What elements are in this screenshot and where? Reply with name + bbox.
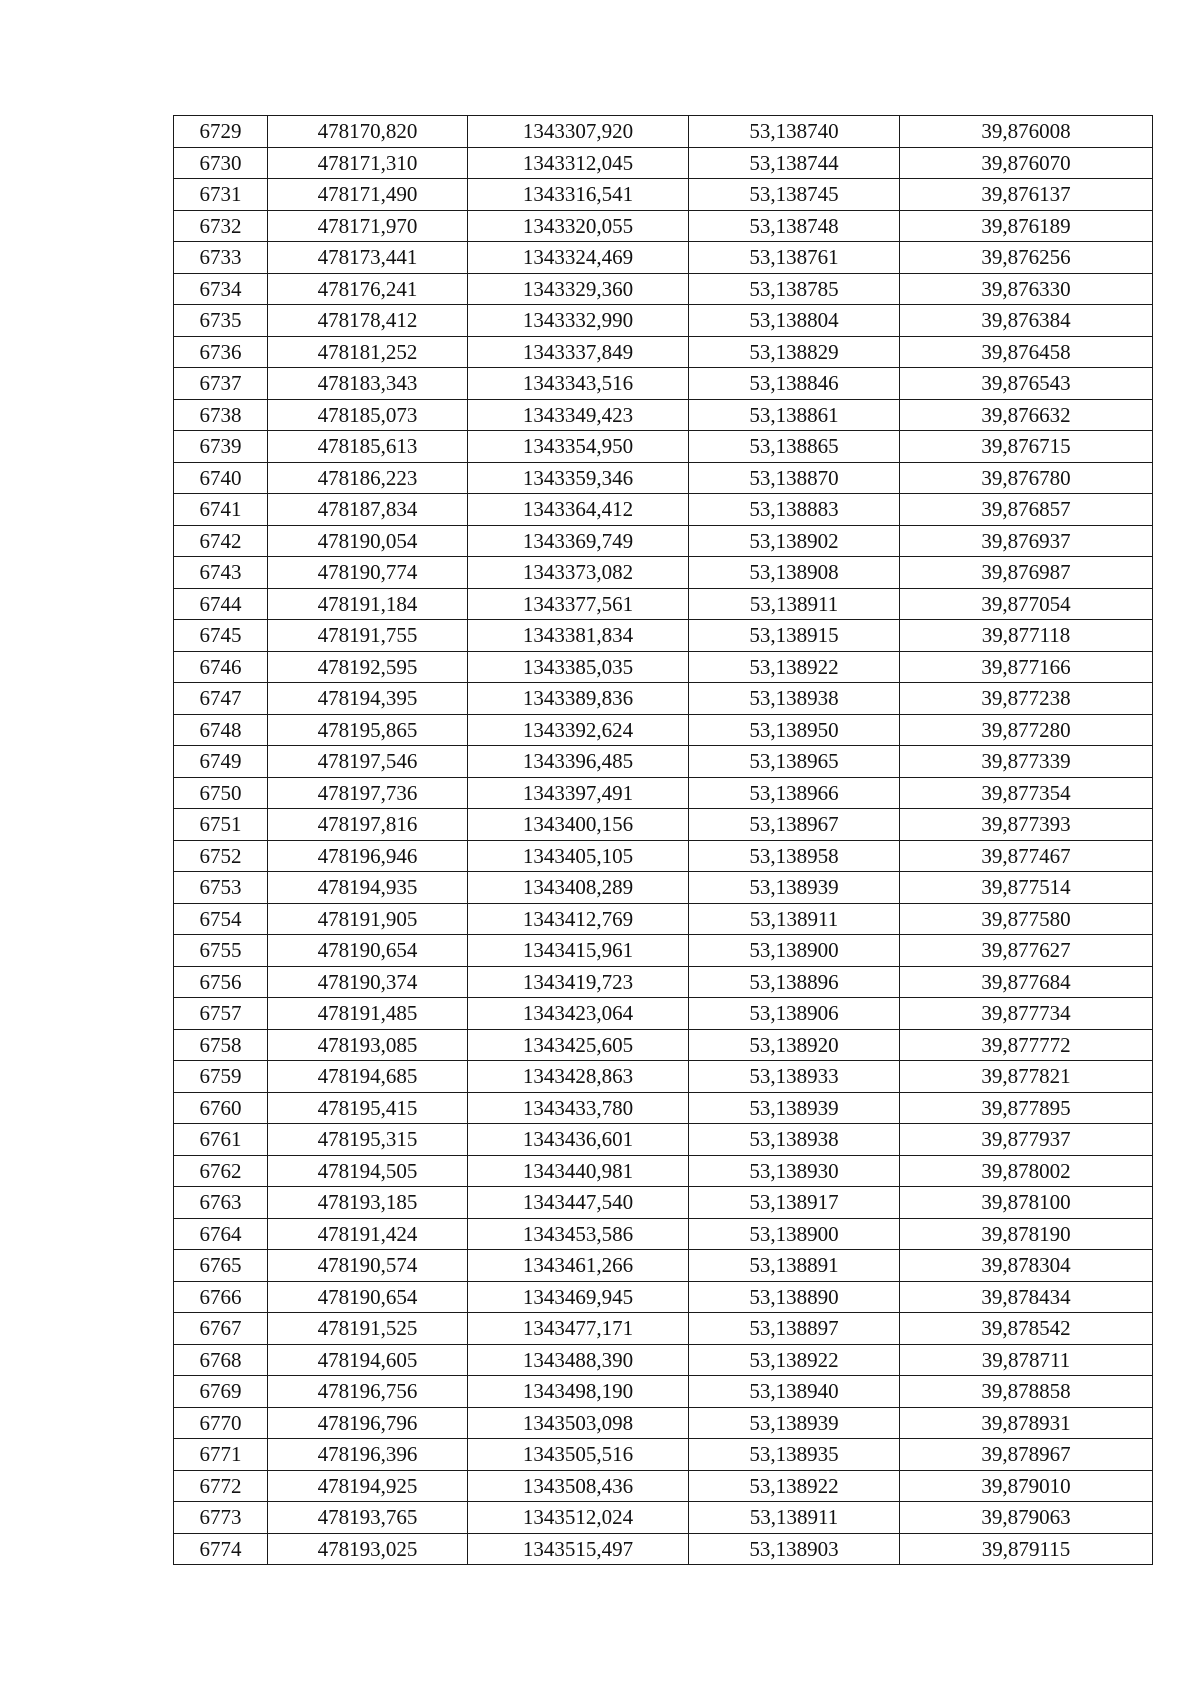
latitude-cell: 53,138846 [689,368,900,400]
x-coordinate-cell: 478190,374 [268,966,468,998]
longitude-cell: 39,876458 [900,336,1153,368]
longitude-cell: 39,878434 [900,1281,1153,1313]
point-number-cell: 6758 [174,1029,268,1061]
y-coordinate-cell: 1343397,491 [468,777,689,809]
longitude-cell: 39,876937 [900,525,1153,557]
table-row [174,588,1153,620]
longitude-cell: 39,879063 [900,1502,1153,1534]
y-coordinate-cell: 1343359,346 [468,462,689,494]
point-number-cell: 6767 [174,1313,268,1345]
x-coordinate-cell: 478171,970 [268,210,468,242]
table-row [174,966,1153,998]
y-coordinate-cell: 1343515,497 [468,1533,689,1565]
point-number-cell: 6770 [174,1407,268,1439]
longitude-cell: 39,877627 [900,935,1153,967]
latitude-cell: 53,138911 [689,588,900,620]
x-coordinate-cell: 478195,315 [268,1124,468,1156]
table-row [174,179,1153,211]
x-coordinate-cell: 478193,025 [268,1533,468,1565]
point-number-cell: 6755 [174,935,268,967]
point-number-cell: 6753 [174,872,268,904]
point-number-cell: 6762 [174,1155,268,1187]
latitude-cell: 53,138903 [689,1533,900,1565]
latitude-cell: 53,138891 [689,1250,900,1282]
longitude-cell: 39,876070 [900,147,1153,179]
x-coordinate-cell: 478194,685 [268,1061,468,1093]
y-coordinate-cell: 1343477,171 [468,1313,689,1345]
x-coordinate-cell: 478190,774 [268,557,468,589]
table-row [174,903,1153,935]
point-number-cell: 6740 [174,462,268,494]
point-number-cell: 6729 [174,116,268,148]
latitude-cell: 53,138785 [689,273,900,305]
longitude-cell: 39,876256 [900,242,1153,274]
point-number-cell: 6774 [174,1533,268,1565]
y-coordinate-cell: 1343324,469 [468,242,689,274]
point-number-cell: 6745 [174,620,268,652]
x-coordinate-cell: 478196,756 [268,1376,468,1408]
longitude-cell: 39,877166 [900,651,1153,683]
latitude-cell: 53,138940 [689,1376,900,1408]
x-coordinate-cell: 478194,935 [268,872,468,904]
longitude-cell: 39,876384 [900,305,1153,337]
x-coordinate-cell: 478193,765 [268,1502,468,1534]
longitude-cell: 39,877734 [900,998,1153,1030]
table-row [174,336,1153,368]
point-number-cell: 6764 [174,1218,268,1250]
table-row [174,1124,1153,1156]
longitude-cell: 39,879115 [900,1533,1153,1565]
table-row [174,840,1153,872]
latitude-cell: 53,138761 [689,242,900,274]
y-coordinate-cell: 1343343,516 [468,368,689,400]
x-coordinate-cell: 478194,505 [268,1155,468,1187]
latitude-cell: 53,138933 [689,1061,900,1093]
table-row [174,1250,1153,1282]
longitude-cell: 39,877684 [900,966,1153,998]
longitude-cell: 39,877937 [900,1124,1153,1156]
latitude-cell: 53,138911 [689,903,900,935]
point-number-cell: 6768 [174,1344,268,1376]
point-number-cell: 6731 [174,179,268,211]
latitude-cell: 53,138922 [689,1344,900,1376]
latitude-cell: 53,138958 [689,840,900,872]
x-coordinate-cell: 478170,820 [268,116,468,148]
latitude-cell: 53,138930 [689,1155,900,1187]
table-row [174,557,1153,589]
latitude-cell: 53,138883 [689,494,900,526]
x-coordinate-cell: 478196,796 [268,1407,468,1439]
latitude-cell: 53,138744 [689,147,900,179]
x-coordinate-cell: 478192,595 [268,651,468,683]
y-coordinate-cell: 1343316,541 [468,179,689,211]
point-number-cell: 6746 [174,651,268,683]
y-coordinate-cell: 1343423,064 [468,998,689,1030]
table-row [174,1281,1153,1313]
longitude-cell: 39,876543 [900,368,1153,400]
latitude-cell: 53,138748 [689,210,900,242]
x-coordinate-cell: 478190,654 [268,935,468,967]
longitude-cell: 39,878100 [900,1187,1153,1219]
y-coordinate-cell: 1343433,780 [468,1092,689,1124]
x-coordinate-cell: 478187,834 [268,494,468,526]
y-coordinate-cell: 1343354,950 [468,431,689,463]
table-row [174,1502,1153,1534]
y-coordinate-cell: 1343337,849 [468,336,689,368]
x-coordinate-cell: 478191,905 [268,903,468,935]
point-number-cell: 6734 [174,273,268,305]
latitude-cell: 53,138938 [689,1124,900,1156]
latitude-cell: 53,138897 [689,1313,900,1345]
longitude-cell: 39,877467 [900,840,1153,872]
latitude-cell: 53,138906 [689,998,900,1030]
table-row [174,1218,1153,1250]
longitude-cell: 39,878542 [900,1313,1153,1345]
table-row [174,935,1153,967]
x-coordinate-cell: 478196,946 [268,840,468,872]
y-coordinate-cell: 1343307,920 [468,116,689,148]
y-coordinate-cell: 1343396,485 [468,746,689,778]
point-number-cell: 6773 [174,1502,268,1534]
table-row [174,1344,1153,1376]
longitude-cell: 39,877054 [900,588,1153,620]
x-coordinate-cell: 478181,252 [268,336,468,368]
latitude-cell: 53,138935 [689,1439,900,1471]
coordinates-table [173,115,1153,1565]
latitude-cell: 53,138950 [689,714,900,746]
x-coordinate-cell: 478191,485 [268,998,468,1030]
coordinates-table-body [174,116,1153,1565]
longitude-cell: 39,877118 [900,620,1153,652]
point-number-cell: 6760 [174,1092,268,1124]
longitude-cell: 39,877354 [900,777,1153,809]
table-row [174,242,1153,274]
y-coordinate-cell: 1343503,098 [468,1407,689,1439]
latitude-cell: 53,138870 [689,462,900,494]
y-coordinate-cell: 1343498,190 [468,1376,689,1408]
point-number-cell: 6747 [174,683,268,715]
latitude-cell: 53,138865 [689,431,900,463]
latitude-cell: 53,138890 [689,1281,900,1313]
table-row [174,651,1153,683]
y-coordinate-cell: 1343488,390 [468,1344,689,1376]
table-row [174,777,1153,809]
x-coordinate-cell: 478193,085 [268,1029,468,1061]
x-coordinate-cell: 478171,310 [268,147,468,179]
table-row [174,1029,1153,1061]
x-coordinate-cell: 478186,223 [268,462,468,494]
longitude-cell: 39,876715 [900,431,1153,463]
table-row [174,494,1153,526]
point-number-cell: 6733 [174,242,268,274]
y-coordinate-cell: 1343389,836 [468,683,689,715]
longitude-cell: 39,877393 [900,809,1153,841]
point-number-cell: 6738 [174,399,268,431]
table-row [174,1092,1153,1124]
point-number-cell: 6743 [174,557,268,589]
x-coordinate-cell: 478194,605 [268,1344,468,1376]
y-coordinate-cell: 1343453,586 [468,1218,689,1250]
latitude-cell: 53,138939 [689,1092,900,1124]
x-coordinate-cell: 478197,546 [268,746,468,778]
y-coordinate-cell: 1343385,035 [468,651,689,683]
latitude-cell: 53,138804 [689,305,900,337]
longitude-cell: 39,876987 [900,557,1153,589]
longitude-cell: 39,877514 [900,872,1153,904]
latitude-cell: 53,138900 [689,935,900,967]
longitude-cell: 39,876330 [900,273,1153,305]
point-number-cell: 6772 [174,1470,268,1502]
x-coordinate-cell: 478194,395 [268,683,468,715]
x-coordinate-cell: 478197,816 [268,809,468,841]
y-coordinate-cell: 1343332,990 [468,305,689,337]
table-row [174,1155,1153,1187]
y-coordinate-cell: 1343349,423 [468,399,689,431]
y-coordinate-cell: 1343461,266 [468,1250,689,1282]
y-coordinate-cell: 1343329,360 [468,273,689,305]
longitude-cell: 39,877238 [900,683,1153,715]
latitude-cell: 53,138740 [689,116,900,148]
point-number-cell: 6749 [174,746,268,778]
y-coordinate-cell: 1343508,436 [468,1470,689,1502]
point-number-cell: 6754 [174,903,268,935]
y-coordinate-cell: 1343419,723 [468,966,689,998]
longitude-cell: 39,878858 [900,1376,1153,1408]
table-row [174,273,1153,305]
latitude-cell: 53,138908 [689,557,900,589]
y-coordinate-cell: 1343369,749 [468,525,689,557]
latitude-cell: 53,138939 [689,1407,900,1439]
y-coordinate-cell: 1343428,863 [468,1061,689,1093]
table-row [174,620,1153,652]
table-row [174,210,1153,242]
latitude-cell: 53,138966 [689,777,900,809]
x-coordinate-cell: 478178,412 [268,305,468,337]
y-coordinate-cell: 1343447,540 [468,1187,689,1219]
table-row [174,431,1153,463]
y-coordinate-cell: 1343436,601 [468,1124,689,1156]
longitude-cell: 39,878931 [900,1407,1153,1439]
point-number-cell: 6765 [174,1250,268,1282]
point-number-cell: 6735 [174,305,268,337]
longitude-cell: 39,876008 [900,116,1153,148]
longitude-cell: 39,878002 [900,1155,1153,1187]
table-row [174,1533,1153,1565]
point-number-cell: 6739 [174,431,268,463]
y-coordinate-cell: 1343405,105 [468,840,689,872]
point-number-cell: 6756 [174,966,268,998]
point-number-cell: 6744 [174,588,268,620]
table-row [174,1187,1153,1219]
x-coordinate-cell: 478191,525 [268,1313,468,1345]
point-number-cell: 6732 [174,210,268,242]
table-row [174,1313,1153,1345]
latitude-cell: 53,138922 [689,651,900,683]
point-number-cell: 6752 [174,840,268,872]
table-row [174,116,1153,148]
table-row [174,305,1153,337]
longitude-cell: 39,877821 [900,1061,1153,1093]
longitude-cell: 39,877895 [900,1092,1153,1124]
longitude-cell: 39,878967 [900,1439,1153,1471]
y-coordinate-cell: 1343425,605 [468,1029,689,1061]
latitude-cell: 53,138902 [689,525,900,557]
point-number-cell: 6766 [174,1281,268,1313]
point-number-cell: 6771 [174,1439,268,1471]
longitude-cell: 39,877772 [900,1029,1153,1061]
point-number-cell: 6748 [174,714,268,746]
longitude-cell: 39,877580 [900,903,1153,935]
y-coordinate-cell: 1343408,289 [468,872,689,904]
y-coordinate-cell: 1343373,082 [468,557,689,589]
table-row [174,1061,1153,1093]
point-number-cell: 6751 [174,809,268,841]
x-coordinate-cell: 478183,343 [268,368,468,400]
y-coordinate-cell: 1343312,045 [468,147,689,179]
longitude-cell: 39,879010 [900,1470,1153,1502]
y-coordinate-cell: 1343392,624 [468,714,689,746]
table-row [174,809,1153,841]
x-coordinate-cell: 478194,925 [268,1470,468,1502]
latitude-cell: 53,138911 [689,1502,900,1534]
y-coordinate-cell: 1343320,055 [468,210,689,242]
latitude-cell: 53,138967 [689,809,900,841]
x-coordinate-cell: 478197,736 [268,777,468,809]
latitude-cell: 53,138900 [689,1218,900,1250]
latitude-cell: 53,138939 [689,872,900,904]
y-coordinate-cell: 1343512,024 [468,1502,689,1534]
table-row [174,872,1153,904]
x-coordinate-cell: 478195,865 [268,714,468,746]
point-number-cell: 6757 [174,998,268,1030]
point-number-cell: 6763 [174,1187,268,1219]
latitude-cell: 53,138896 [689,966,900,998]
y-coordinate-cell: 1343415,961 [468,935,689,967]
table-row [174,714,1153,746]
y-coordinate-cell: 1343505,516 [468,1439,689,1471]
point-number-cell: 6769 [174,1376,268,1408]
point-number-cell: 6741 [174,494,268,526]
latitude-cell: 53,138917 [689,1187,900,1219]
table-row [174,462,1153,494]
latitude-cell: 53,138920 [689,1029,900,1061]
y-coordinate-cell: 1343400,156 [468,809,689,841]
longitude-cell: 39,878190 [900,1218,1153,1250]
x-coordinate-cell: 478185,073 [268,399,468,431]
table-row [174,998,1153,1030]
longitude-cell: 39,876857 [900,494,1153,526]
longitude-cell: 39,876632 [900,399,1153,431]
x-coordinate-cell: 478173,441 [268,242,468,274]
point-number-cell: 6737 [174,368,268,400]
y-coordinate-cell: 1343440,981 [468,1155,689,1187]
latitude-cell: 53,138922 [689,1470,900,1502]
point-number-cell: 6742 [174,525,268,557]
point-number-cell: 6750 [174,777,268,809]
x-coordinate-cell: 478193,185 [268,1187,468,1219]
longitude-cell: 39,877339 [900,746,1153,778]
x-coordinate-cell: 478176,241 [268,273,468,305]
longitude-cell: 39,876137 [900,179,1153,211]
latitude-cell: 53,138965 [689,746,900,778]
point-number-cell: 6761 [174,1124,268,1156]
x-coordinate-cell: 478185,613 [268,431,468,463]
table-row [174,1439,1153,1471]
table-row [174,368,1153,400]
y-coordinate-cell: 1343381,834 [468,620,689,652]
point-number-cell: 6736 [174,336,268,368]
latitude-cell: 53,138938 [689,683,900,715]
y-coordinate-cell: 1343469,945 [468,1281,689,1313]
table-row [174,525,1153,557]
y-coordinate-cell: 1343412,769 [468,903,689,935]
table-row [174,746,1153,778]
longitude-cell: 39,878711 [900,1344,1153,1376]
x-coordinate-cell: 478195,415 [268,1092,468,1124]
longitude-cell: 39,878304 [900,1250,1153,1282]
latitude-cell: 53,138745 [689,179,900,211]
y-coordinate-cell: 1343377,561 [468,588,689,620]
latitude-cell: 53,138861 [689,399,900,431]
x-coordinate-cell: 478190,574 [268,1250,468,1282]
longitude-cell: 39,876780 [900,462,1153,494]
x-coordinate-cell: 478196,396 [268,1439,468,1471]
y-coordinate-cell: 1343364,412 [468,494,689,526]
x-coordinate-cell: 478191,184 [268,588,468,620]
x-coordinate-cell: 478190,654 [268,1281,468,1313]
table-row [174,399,1153,431]
table-row [174,683,1153,715]
latitude-cell: 53,138829 [689,336,900,368]
table-row [174,1407,1153,1439]
longitude-cell: 39,877280 [900,714,1153,746]
x-coordinate-cell: 478190,054 [268,525,468,557]
table-row [174,1470,1153,1502]
latitude-cell: 53,138915 [689,620,900,652]
point-number-cell: 6759 [174,1061,268,1093]
x-coordinate-cell: 478191,755 [268,620,468,652]
x-coordinate-cell: 478171,490 [268,179,468,211]
table-row [174,147,1153,179]
table-row [174,1376,1153,1408]
point-number-cell: 6730 [174,147,268,179]
x-coordinate-cell: 478191,424 [268,1218,468,1250]
longitude-cell: 39,876189 [900,210,1153,242]
